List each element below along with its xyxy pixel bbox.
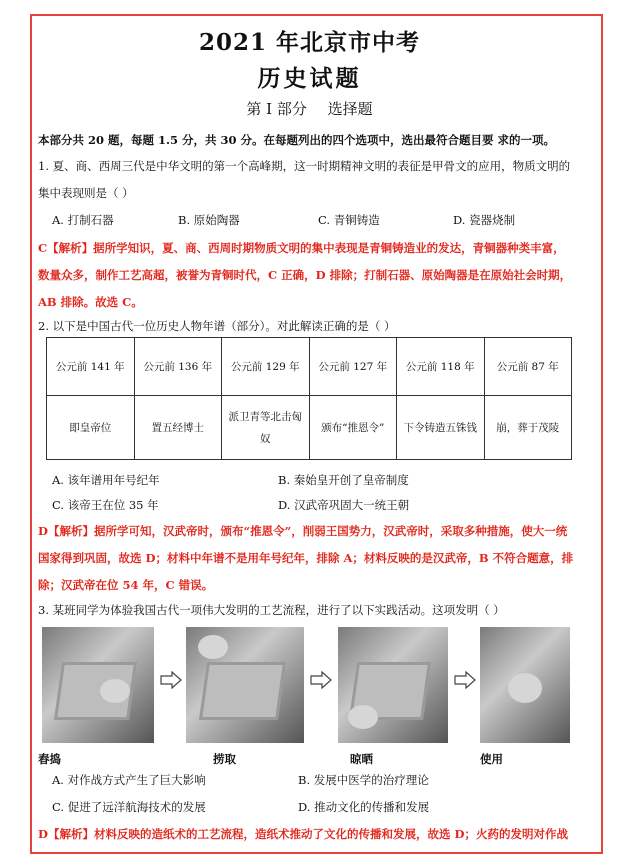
step-photo-using [480, 627, 570, 743]
step-photo-pounding [42, 627, 154, 743]
instructions: 本部分共 20 题，每题 1.5 分，共 30 分。在每题列出的四个选项中，选出最符合题目要 求的一项。 [38, 133, 556, 147]
table-cell-year: 公元前 136 年 [134, 338, 222, 396]
arrow-right-icon [160, 671, 182, 689]
arrow-right-icon [310, 671, 332, 689]
table-cell-event: 崩，葬于茂陵 [484, 396, 572, 460]
q1-option-d: D. 瓷器烧制 [453, 213, 516, 227]
q1-analysis-line3: AB 排除。故选 C。 [38, 295, 143, 309]
table-cell-event: 派卫青等北击匈奴 [222, 396, 310, 460]
step-photo-scooping [186, 627, 304, 743]
table-cell-event: 置五经博士 [134, 396, 222, 460]
step-label-scooping: 捞取 [213, 752, 236, 766]
q3-option-c: C. 促进了远洋航海技术的发展 [52, 800, 206, 814]
step-label-using: 使用 [480, 752, 503, 766]
table-cell-event: 下令铸造五铢钱 [397, 396, 485, 460]
part-type: 选择题 [327, 100, 373, 118]
q1-option-b: B. 原始陶器 [178, 213, 240, 227]
part-label: 第 I 部分 [246, 100, 307, 118]
q2-analysis-line3: 除；汉武帝在位 54 年，C 错误。 [38, 578, 214, 592]
table-row-years [47, 338, 572, 396]
table-cell-year: 公元前 127 年 [309, 338, 397, 396]
step-label-pounding: 舂捣 [38, 752, 61, 766]
exam-subtitle: 历史试题 [257, 65, 362, 92]
q2-option-c: C. 该帝王在位 35 年 [52, 498, 159, 512]
q2-option-a: A. 该年谱用年号纪年 [52, 473, 160, 487]
table-row-events [47, 396, 572, 460]
table-cell-year: 公元前 87 年 [484, 338, 572, 396]
q1-stem-line1: 1. 夏、商、西周三代是中华文明的第一个高峰期，这一时期精神文明的表征是甲骨文的应用，物质文明的 [38, 159, 571, 173]
q1-analysis-line2: 数量众多，制作工艺高超，被誉为青铜时代，C 正确，D 排除；打制石器、原始陶器是在原始社会时期， [38, 268, 572, 282]
arrow-right-icon [454, 671, 476, 689]
q3-option-a: A. 对作战方式产生了巨大影响 [52, 773, 206, 787]
step-label-drying: 晾晒 [350, 752, 373, 766]
part-heading [0, 98, 619, 119]
q2-option-d: D. 汉武帝巩固大一统王朝 [278, 498, 410, 512]
q1-analysis-line1: C【解析】据所学知识，夏、商、西周时期物质文明的集中表现是青铜铸造业的发达，青铜器种类丰富， [38, 241, 565, 255]
table-cell-year: 公元前 118 年 [397, 338, 485, 396]
q2-analysis-line2: 国家得到巩固，故选 D；材料中年谱不是用年号纪年，排除 A；材料反映的是汉武帝，B 不符合题意，排 [38, 551, 574, 565]
chronology-table [46, 337, 572, 460]
table-cell-year: 公元前 141 年 [47, 338, 135, 396]
step-photo-drying [338, 627, 448, 743]
q2-stem: 2. 以下是中国古代一位历史人物年谱（部分）。对此解读正确的是（ ） [38, 319, 396, 333]
table-cell-event: 颁布“推恩令” [309, 396, 397, 460]
exam-title: 2021 年北京市中考 [198, 29, 421, 56]
q3-analysis-line1: D【解析】材料反映的造纸术的工艺流程，造纸术推动了文化的传播和发展，故选 D；火药的发明对作战 [38, 827, 568, 841]
q2-analysis-line1: D【解析】据所学可知，汉武帝时，颁布“推恩令”，削弱王国势力，汉武帝时，采取多种措施，使大一统 [38, 524, 568, 538]
q3-option-b: B. 发展中医学的治疗理论 [298, 773, 429, 787]
q2-option-b: B. 秦始皇开创了皇帝制度 [278, 473, 409, 487]
q1-stem-line2: 集中表现则是（ ） [38, 186, 134, 200]
papermaking-photo-strip [42, 627, 570, 743]
q1-option-a: A. 打制石器 [52, 213, 114, 227]
q1-option-c: C. 青铜铸造 [318, 213, 380, 227]
q3-option-d: D. 推动文化的传播和发展 [298, 800, 430, 814]
q3-stem: 3. 某班同学为体验我国古代一项伟大发明的工艺流程，进行了以下实践活动。这项发明（ ） [38, 603, 505, 617]
table-cell-event: 即皇帝位 [47, 396, 135, 460]
table-cell-year: 公元前 129 年 [222, 338, 310, 396]
